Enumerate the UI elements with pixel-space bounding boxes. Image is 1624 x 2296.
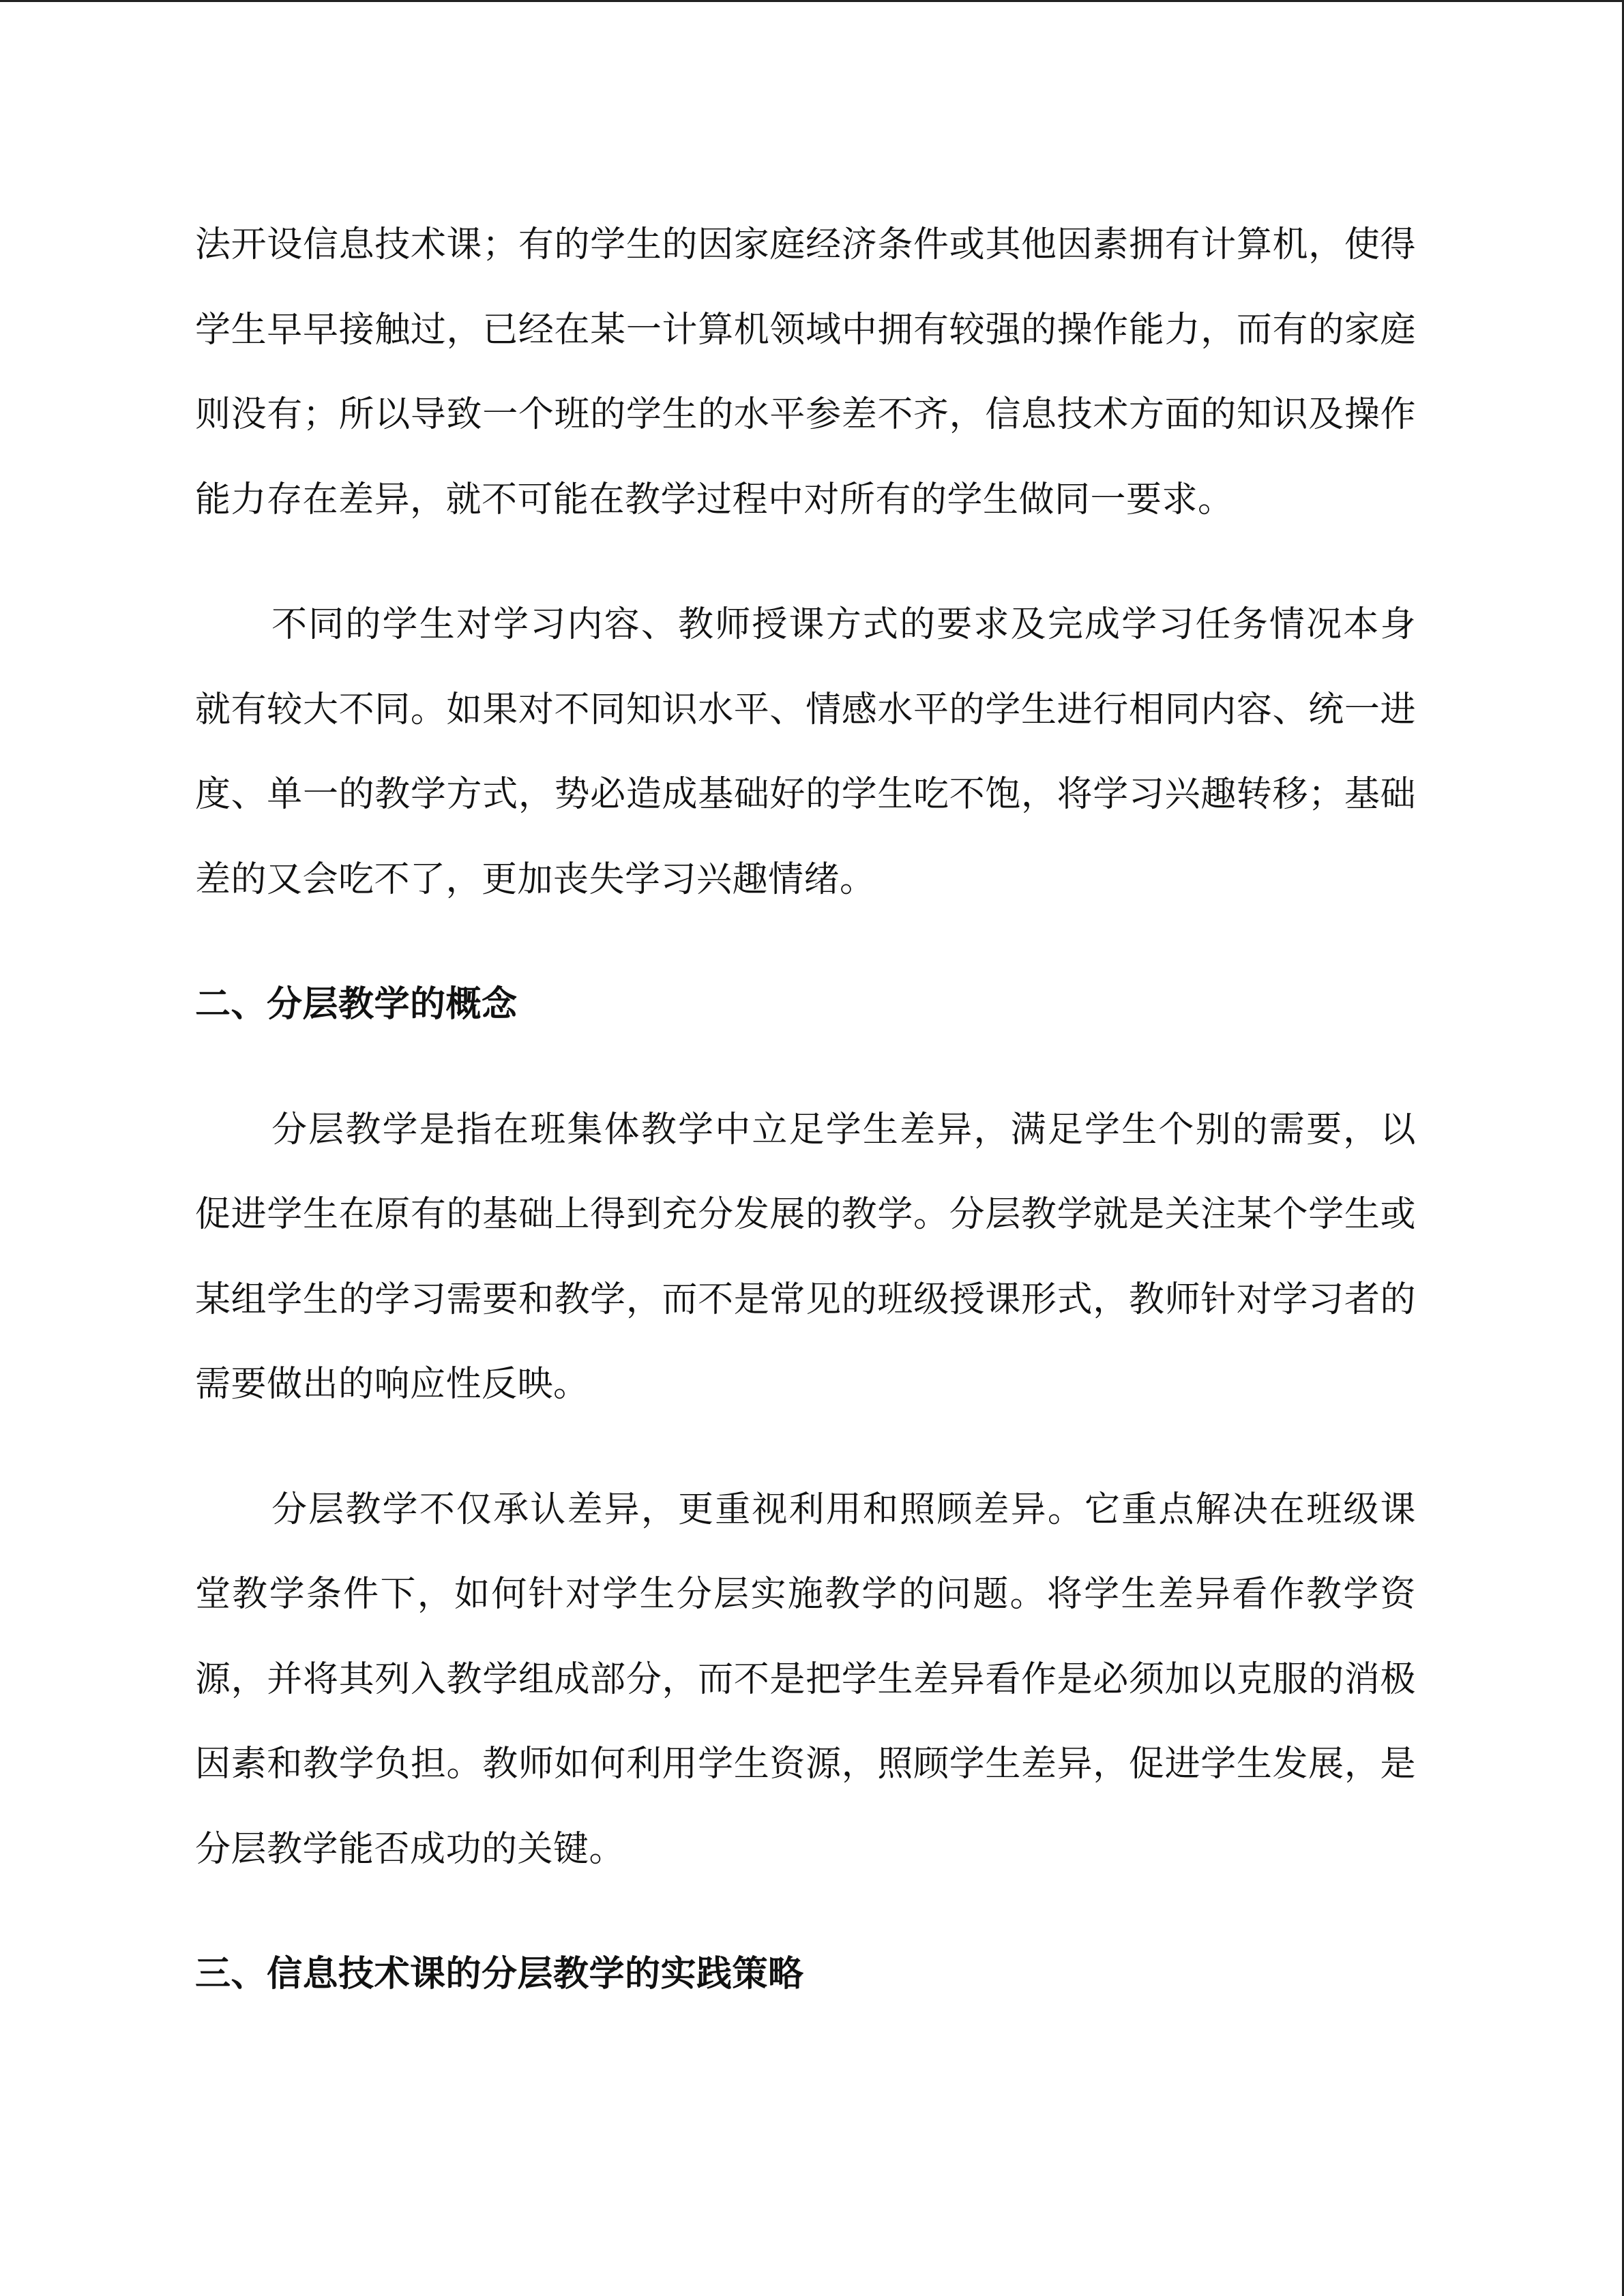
paragraph-student-differences: 不同的学生对学习内容、教师授课方式的要求及完成学习任务情况本身就有较大不同。如果对不同知识水平、情感水平的学生进行相同内容、统一进度、单一的教学方式，势必造成基础好的学生吃不饱，将学习兴趣转移；基础差的又会吃不了，更加丧失学习兴趣情绪。: [195, 604, 1416, 900]
top-border: [0, 0, 1624, 2]
section-heading-2: 二、分层教学的概念: [195, 984, 518, 1025]
section-heading-3: 三、信息技术课的分层教学的实践策略: [195, 1954, 804, 1995]
paragraph-continuation: 法开设信息技术课；有的学生的因家庭经济条件或其他因素拥有计算机，使得学生早早接触过，已经在某一计算机领域中拥有较强的操作能力，而有的家庭则没有；所以导致一个班的学生的水平参差不齐，信息技术方面的知识及操作能力存在差异，就不可能在教学过程中对所有的学生做同一要求。: [195, 224, 1416, 520]
document-body: [195, 203, 1416, 2057]
paragraph-layered-value: 分层教学不仅承认差异，更重视利用和照顾差异。它重点解决在班级课堂教学条件下，如何针对学生分层实施教学的问题。将学生差异看作教学资源，并将其列入教学组成部分，而不是把学生差异看作是必须加以克服的消极因素和教学负担。教师如何利用学生资源，照顾学生差异，促进学生发展，是分层教学能否成功的关键。: [195, 1489, 1416, 1870]
paragraph-layered-definition: 分层教学是指在班集体教学中立足学生差异，满足学生个别的需要，以促进学生在原有的基础上得到充分发展的教学。分层教学就是关注某个学生或某组学生的学习需要和教学，而不是常见的班级授课形式，教师针对学习者的需要做出的响应性反映。: [195, 1109, 1416, 1405]
